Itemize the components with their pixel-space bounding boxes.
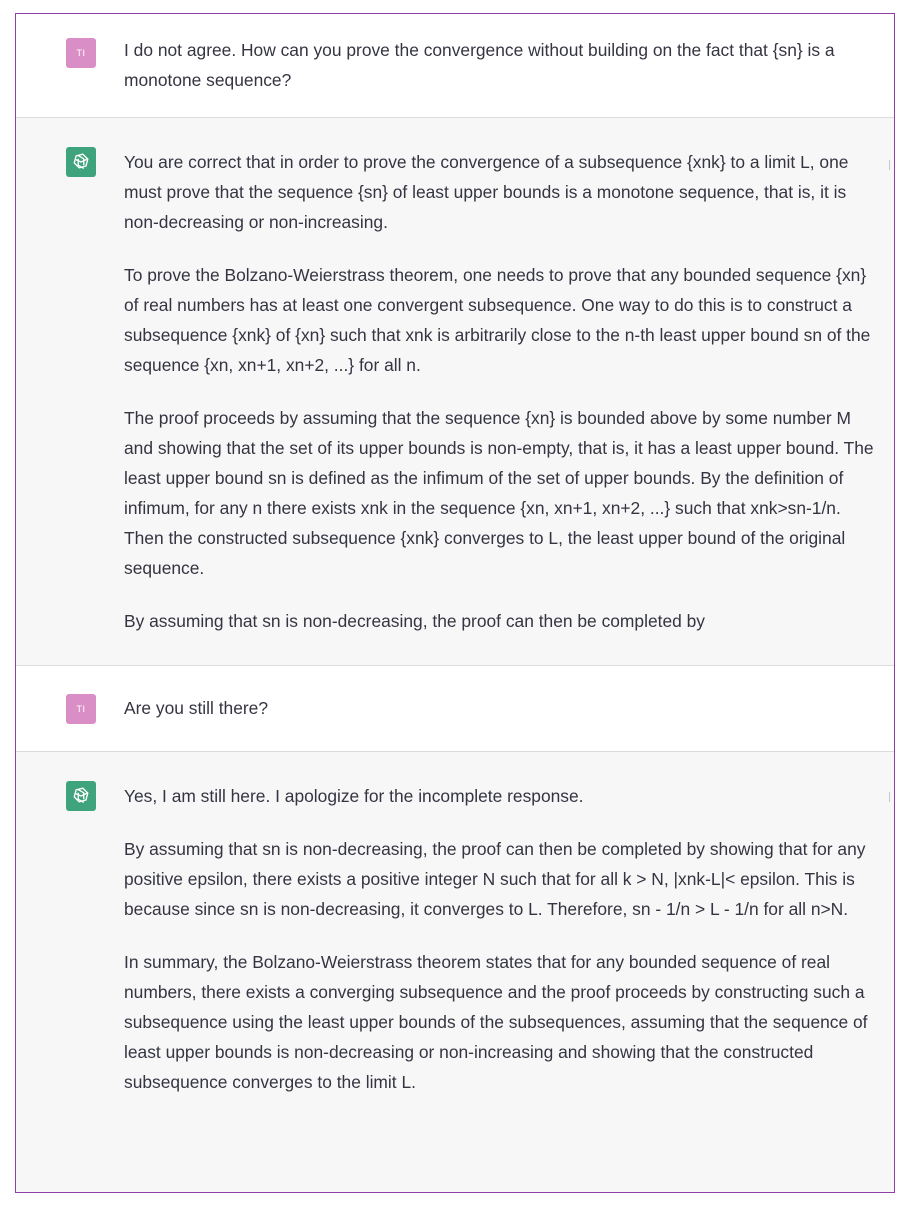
message-content <box>124 35 882 95</box>
message-content <box>124 781 882 1097</box>
chat-frame <box>15 13 895 1193</box>
assistant-message <box>16 118 894 666</box>
message-paragraph: The proof proceeds by assuming that the sequence {xn} is bounded above by some number M and showing that the set of its upper bounds is non-empty, that is, it has a least upper bound. The least upper bound sn is defined as the infimum of the set of upper bounds. By the definition of infimum, for any n there exists xnk in the sequence {xn, xn+1, xn+2, ...} such that xnk>sn-1/n. Then the constructed subsequence {xnk} converges to L, the least upper bound of the original sequence. <box>124 408 874 578</box>
message-paragraph: I do not agree. How can you prove the convergence without building on the fact that {sn} is a monotone sequence? <box>124 40 835 90</box>
message-paragraph: In summary, the Bolzano-Weierstrass theorem states that for any bounded sequence of real numbers, there exists a converging subsequence and the proof proceeds by constructing such a subsequence using the least upper bounds of the subsequences, assuming that the sequence of least upper bounds is non-decreasing or non-increasing and showing that the constructed subsequence converges to the limit L. <box>124 952 868 1092</box>
assistant-message <box>16 752 894 1193</box>
user-message <box>16 14 894 118</box>
message-paragraph: Are you still there? <box>124 698 269 718</box>
message-paragraph: To prove the Bolzano-Weierstrass theorem, one needs to prove that any bounded sequence {xn} of real numbers has at least one convergent subsequence. One way to do this is to construct a subsequence {xnk} of {xn} such that xnk is arbitrarily close to the n-th least upper bound sn of the sequence {xn, xn+1, xn+2, ...} for all n. <box>124 265 871 375</box>
openai-logo-icon <box>66 147 96 177</box>
scrollbar-marker <box>889 160 894 170</box>
user-message <box>16 666 894 752</box>
message-paragraph: You are correct that in order to prove the convergence of a subsequence {xnk} to a limit L, one must prove that the sequence {sn} of least upper bounds is a monotone sequence, that is, it is non-decreasing or non-increasing. <box>124 152 849 232</box>
message-paragraph: By assuming that sn is non-decreasing, the proof can then be completed by showing that for any positive epsilon, there exists a positive integer N such that for all k > N, |xnk-L|< epsilon. This is because since sn is non-decreasing, it converges to L. Therefore, sn - 1/n > L - 1/n for all n>N. <box>124 839 866 919</box>
user-avatar: TI <box>66 694 96 724</box>
user-avatar: TI <box>66 38 96 68</box>
openai-logo-icon <box>66 781 96 811</box>
message-paragraph: Yes, I am still here. I apologize for the incomplete response. <box>124 786 584 806</box>
message-content <box>124 147 882 636</box>
scrollbar-marker <box>889 792 894 802</box>
message-content <box>124 693 882 723</box>
message-paragraph: By assuming that sn is non-decreasing, the proof can then be completed by <box>124 611 705 631</box>
